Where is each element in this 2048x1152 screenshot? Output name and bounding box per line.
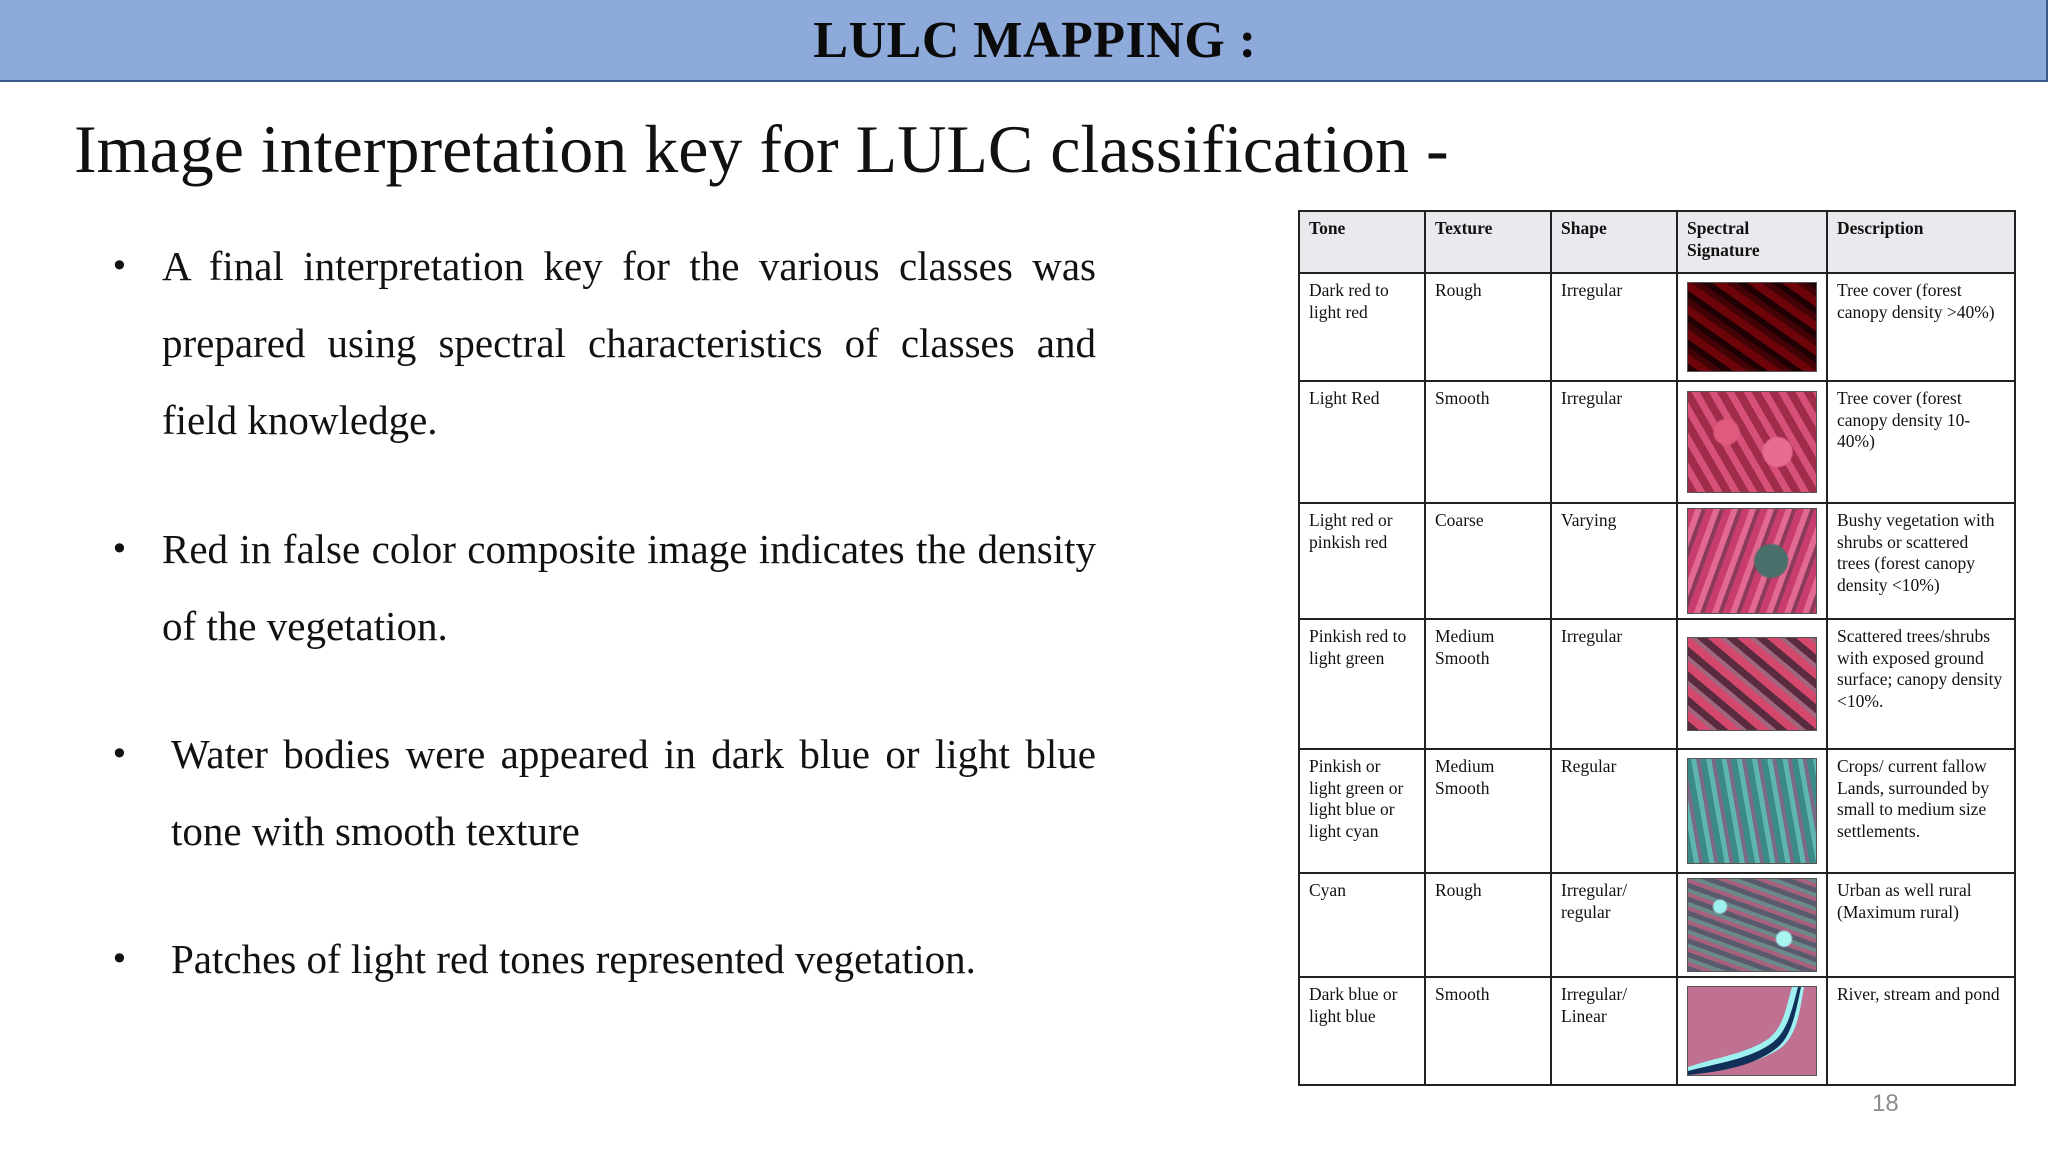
table-row [1299, 873, 2015, 977]
cell-shape: Irregular [1551, 619, 1677, 749]
cell-shape: Irregular [1551, 273, 1677, 381]
cell-texture: Rough [1425, 873, 1551, 977]
header-bar [0, 0, 2048, 82]
cropland-fcc-icon [1687, 758, 1817, 864]
cell-shape: Varying [1551, 503, 1677, 619]
cell-shape: Irregular/ regular [1551, 873, 1677, 977]
bullet-icon: • [110, 940, 129, 978]
cell-spectral-signature [1677, 273, 1827, 381]
cell-shape: Irregular/ Linear [1551, 977, 1677, 1085]
bullet-text: A final interpretation key for the various classes was prepared using spectral characteristics of classes and field knowledge. [162, 243, 1096, 443]
page-number: 18 [1872, 1090, 1899, 1117]
bushy-vegetation-fcc-icon [1687, 508, 1817, 614]
cell-texture: Medium Smooth [1425, 749, 1551, 873]
cell-spectral-signature [1677, 749, 1827, 873]
bullet-icon: • [110, 530, 129, 568]
bullet-item [110, 228, 1096, 459]
cell-description: Crops/ current fallow Lands, surrounded by small to medium size settlements. [1827, 749, 2015, 873]
cell-spectral-signature [1677, 977, 1827, 1085]
header-description: Description [1827, 211, 2015, 273]
cell-description: Scattered trees/shrubs with exposed ground surface; canopy density <10%. [1827, 619, 2015, 749]
cell-tone: Pinkish or light green or light blue or light cyan [1299, 749, 1425, 873]
settlement-fcc-icon [1687, 878, 1817, 972]
header-shape: Shape [1551, 211, 1677, 273]
cell-description: Tree cover (forest canopy density 10-40%) [1827, 381, 2015, 503]
cell-description: Urban as well rural (Maximum rural) [1827, 873, 2015, 977]
cell-tone: Pinkish red to light green [1299, 619, 1425, 749]
cell-spectral-signature [1677, 503, 1827, 619]
bullet-text: Water bodies were appeared in dark blue or light blue tone with smooth texture [171, 731, 1096, 854]
header-title: LULC MAPPING : [813, 11, 1257, 69]
bullet-text: Patches of light red tones represented vegetation. [171, 936, 976, 982]
table-row [1299, 619, 2015, 749]
table-row [1299, 381, 2015, 503]
bullet-icon: • [110, 735, 129, 773]
bullet-icon: • [110, 247, 129, 285]
header-spectral-signature: Spectral Signature [1677, 211, 1827, 273]
cell-texture: Coarse [1425, 503, 1551, 619]
cell-description: Bushy vegetation with shrubs or scattered trees (forest canopy density <10%) [1827, 503, 2015, 619]
table-row [1299, 503, 2015, 619]
cell-spectral-signature [1677, 873, 1827, 977]
cell-description: River, stream and pond [1827, 977, 2015, 1085]
table-row [1299, 273, 2015, 381]
open-forest-fcc-icon [1687, 391, 1817, 493]
bullet-item [110, 921, 1096, 998]
bullet-item [110, 511, 1096, 665]
cell-texture: Smooth [1425, 381, 1551, 503]
dense-forest-fcc-icon [1687, 282, 1817, 372]
header-tone: Tone [1299, 211, 1425, 273]
cell-shape: Irregular [1551, 381, 1677, 503]
river-shape-icon [1688, 987, 1816, 1075]
cell-tone: Dark red to light red [1299, 273, 1425, 381]
cell-spectral-signature [1677, 619, 1827, 749]
cell-shape: Regular [1551, 749, 1677, 873]
interpretation-key-table [1298, 210, 2016, 1086]
table-row [1299, 977, 2015, 1085]
cell-tone: Light red or pinkish red [1299, 503, 1425, 619]
river-fcc-icon [1687, 986, 1817, 1076]
cell-texture: Rough [1425, 273, 1551, 381]
cell-texture: Medium Smooth [1425, 619, 1551, 749]
scattered-trees-fcc-icon [1687, 637, 1817, 731]
slide-title: Image interpretation key for LULC classification - [74, 111, 1449, 187]
cell-tone: Light Red [1299, 381, 1425, 503]
cell-tone: Cyan [1299, 873, 1425, 977]
cell-description: Tree cover (forest canopy density >40%) [1827, 273, 2015, 381]
table-row [1299, 749, 2015, 873]
cell-texture: Smooth [1425, 977, 1551, 1085]
bullet-text: Red in false color composite image indicates the density of the vegetation. [162, 526, 1096, 649]
table-header-row [1299, 211, 2015, 273]
bullet-item [110, 716, 1096, 870]
cell-tone: Dark blue or light blue [1299, 977, 1425, 1085]
cell-spectral-signature [1677, 381, 1827, 503]
header-texture: Texture [1425, 211, 1551, 273]
